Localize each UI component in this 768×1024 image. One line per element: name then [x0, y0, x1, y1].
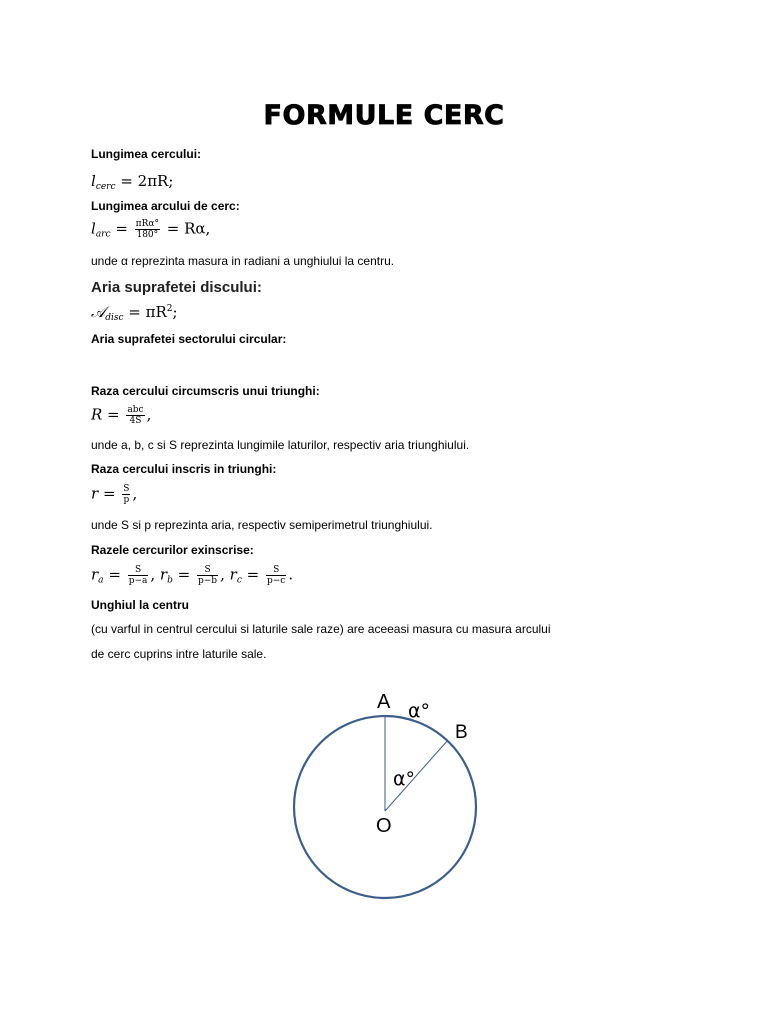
formula-sup: 2: [166, 304, 173, 314]
formula-sub: disc: [105, 313, 124, 323]
fraction-numerator: abc: [127, 405, 144, 415]
fraction-denominator: p−b: [198, 576, 218, 586]
label-alpha-center: α°: [393, 768, 416, 790]
fraction-numerator: S: [197, 565, 218, 576]
page-title: FORMULE CERC: [263, 100, 505, 131]
formula-lhs: R =: [91, 405, 120, 424]
label-O: O: [376, 815, 392, 837]
note-lungimea-arcului: unde α reprezinta masura in radiani a unghiului la centru.: [91, 254, 395, 268]
fraction-denominator: 180°: [136, 230, 159, 240]
rb-eq: =: [177, 565, 191, 584]
heading-razele-exinscrise: Razele cercurilor exinscrise:: [91, 543, 254, 557]
formula-end: ;: [172, 303, 178, 321]
ra-lhs: r: [91, 565, 99, 584]
formula-sub: cerc: [95, 182, 116, 192]
note-raza-inscris: unde S si p reprezinta aria, respectiv semiperimetrul triunghiului.: [91, 518, 433, 532]
fraction-denominator: p−c: [267, 576, 286, 586]
formula-eq: =: [115, 219, 128, 238]
rc-lhs: r: [229, 565, 237, 584]
label-alpha-arc: α°: [408, 700, 431, 722]
text-unghiul-line1: (cu varful in centrul cercului si laturile sale raze) are aceeasi masura cu masura arcului: [91, 622, 551, 636]
fraction-numerator: S: [128, 565, 149, 576]
heading-lungimea-arcului: Lungimea arcului de cerc:: [91, 199, 240, 213]
formula-sub: arc: [95, 229, 111, 240]
heading-lungimea-cercului: Lungimea cercului:: [91, 147, 202, 161]
ra-eq: =: [108, 565, 121, 584]
formula-end: ,: [146, 405, 152, 424]
fraction-denominator: p−a: [128, 576, 148, 586]
fraction-numerator: S: [123, 484, 130, 494]
formula-rhs: = Rα,: [166, 219, 211, 238]
formula-lhs: l: [91, 172, 96, 190]
heading-unghiul-la-centru: Unghiul la centru: [91, 598, 190, 612]
fraction-denominator: 4S: [129, 416, 142, 426]
ra-sub: a: [98, 575, 104, 586]
formula-rhs: = 2πR;: [120, 172, 174, 190]
formula-lhs: l: [91, 219, 96, 238]
rc-period: .: [288, 565, 294, 584]
fraction-numerator: S: [266, 565, 286, 576]
fraction-numerator: πRα°: [135, 219, 159, 229]
heading-raza-inscris: Raza cercului inscris in triunghi:: [91, 462, 277, 476]
formula-rhs: = πR: [128, 303, 167, 321]
label-B: B: [455, 722, 468, 743]
formula-end: ,: [132, 484, 138, 503]
heading-aria-discului: Aria suprafetei discului:: [91, 279, 262, 296]
rb-lhs: r: [159, 565, 168, 584]
rc-sub: c: [236, 575, 242, 586]
heading-raza-circumscris: Raza cercului circumscris unui triunghi:: [91, 384, 320, 398]
fraction-denominator: p: [123, 495, 130, 505]
rb-sub: b: [167, 575, 173, 586]
rc-eq: =: [246, 565, 260, 584]
formula-lhs: r =: [91, 484, 116, 503]
formula-lhs: 𝒜: [91, 303, 106, 321]
rb-comma: ,: [220, 565, 225, 584]
ra-comma: ,: [150, 565, 156, 584]
label-A: A: [377, 691, 391, 713]
text-unghiul-line2: de cerc cuprins intre laturile sale.: [91, 647, 267, 661]
heading-aria-sectorului: Aria suprafetei sectorului circular:: [91, 332, 287, 346]
note-raza-circumscris: unde a, b, c si S reprezinta lungimile laturilor, respectiv aria triunghiului.: [91, 438, 470, 452]
